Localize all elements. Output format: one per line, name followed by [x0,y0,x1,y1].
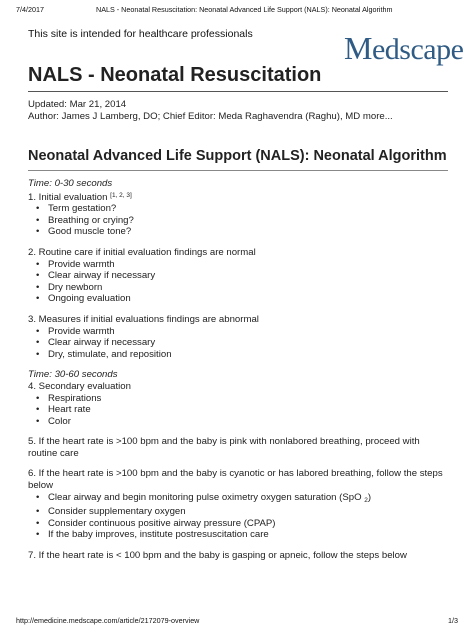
print-date: 7/4/2017 [16,5,44,14]
list-item: • Dry newborn [36,281,103,293]
list-item: • If the baby improves, institute postresuscitation care [36,529,269,541]
author-line[interactable]: Author: James J Lamberg, DO; Chief Editor: Meda Raghavendra (Raghu), MD more... [28,111,393,122]
reference-link[interactable]: [1, 2, 3] [110,191,132,199]
list-item: • Clear airway if necessary [36,270,156,282]
step-2-list [28,259,448,305]
list-item: • Consider supplementary oxygen [36,506,186,518]
step-3: 3. Measures if initial evaluations findings are abnormal [28,313,259,325]
print-doc-title: NALS - Neonatal Resuscitation: Neonatal Advanced Life Support (NALS): Neonatal Algorithm [96,5,393,14]
step-7: 7. If the heart rate is < 100 bpm and the baby is gasping or apneic, follow the steps below [28,550,407,562]
list-item: • Color [36,415,71,427]
step-4: 4. Secondary evaluation [28,380,131,392]
list-item: • Clear airway if necessary [36,337,156,349]
list-item: • Provide warmth [36,258,115,270]
title-divider [28,91,448,92]
time-label-2: Time: 30-60 seconds [28,369,118,381]
logo-rest: edscape [371,33,464,66]
section-title: Neonatal Advanced Life Support (NALS): Neonatal Algorithm [28,148,447,164]
section-divider [28,170,448,171]
page-number: 1/3 [448,616,458,625]
print-header [0,5,474,17]
list-item: • Respirations [36,392,102,404]
step-6-list [28,492,448,541]
list-item: • Clear airway and begin monitoring pulse oximetry oxygen saturation (SpO $_2$) [36,491,372,504]
print-footer [0,616,474,628]
page-title: NALS - Neonatal Resuscitation [28,64,322,86]
step-3-list [28,326,448,361]
time-label-1: Time: 0-30 seconds [28,178,113,189]
article-meta [28,99,393,123]
step-6: 6. If the heart rate is >100 bpm and the baby is cyanotic or has labored breathing, follow the steps below [28,468,443,492]
list-item: • Term gestation? [36,203,117,215]
step-1-text: 1. Initial evaluation [28,191,111,203]
medscape-logo[interactable] [344,32,463,65]
list-item: • Good muscle tone? [36,226,132,238]
list-item: • Ongoing evaluation [36,293,131,305]
list-item: • Breathing or crying? [36,214,134,226]
list-item: • Dry, stimulate, and reposition [36,348,172,360]
step-4-list [28,393,448,428]
step-5: 5. If the heart rate is >100 bpm and the baby is pink with nonlabored breathing, proceed with routine care [28,436,420,459]
list-item: • Heart rate [36,404,91,416]
updated-date: Updated: Mar 21, 2014 [28,99,127,110]
list-item: • Consider continuous positive airway pressure (CPAP) [36,517,276,529]
step-1-list [28,203,448,238]
page-url: http://emedicine.medscape.com/article/2172079-overview [16,616,200,625]
step-1 [28,190,448,204]
disclaimer-text: This site is intended for healthcare professionals [28,28,253,40]
list-item: • Provide warmth [36,325,115,337]
logo-initial: M [344,30,372,66]
step-2: 2. Routine care if initial evaluation findings are normal [28,246,256,258]
algorithm-content [28,178,448,562]
